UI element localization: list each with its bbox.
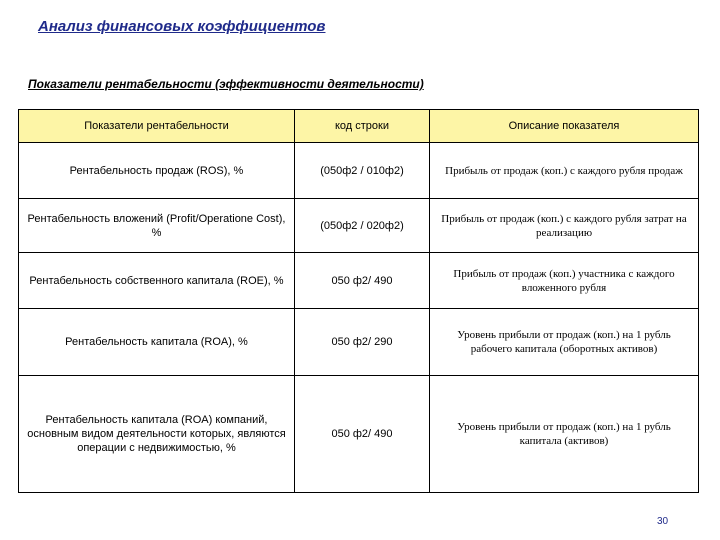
description-cell: Прибыль от продаж (коп.) с каждого рубля продаж (430, 143, 699, 199)
table-row (19, 376, 699, 493)
description-cell: Уровень прибыли от продаж (коп.) на 1 рубль рабочего капитала (оборотных активов) (430, 309, 699, 376)
indicator-cell: Рентабельность продаж (ROS), % (19, 143, 295, 199)
description-cell: Прибыль от продаж (коп.) с каждого рубля затрат на реализацию (430, 199, 699, 253)
code-cell: (050ф2 / 020ф2) (295, 199, 430, 253)
table-row (19, 199, 699, 253)
indicator-cell: Рентабельность капитала (ROA) компаний, основным видом деятельности которых, являются операции с недвижимостью, % (19, 376, 295, 493)
code-cell: 050 ф2/ 490 (295, 253, 430, 309)
page-number: 30 (657, 516, 669, 527)
table-header-row (19, 110, 699, 143)
section-title: Показатели рентабельности (эффективности деятельности) (28, 77, 424, 91)
indicator-cell: Рентабельность капитала (ROA), % (19, 309, 295, 376)
code-cell: 050 ф2/ 290 (295, 309, 430, 376)
code-cell: (050ф2 / 010ф2) (295, 143, 430, 199)
page-title: Анализ финансовых коэффициентов (38, 18, 326, 35)
profitability-table (18, 109, 699, 493)
indicator-cell: Рентабельность собственного капитала (ROE), % (19, 253, 295, 309)
column-header-indicator: Показатели рентабельности (19, 110, 295, 143)
table-row (19, 253, 699, 309)
indicator-cell: Рентабельность вложений (Profit/Operatione Cost), % (19, 199, 295, 253)
column-header-code: код строки (295, 110, 430, 143)
description-cell: Прибыль от продаж (коп.) участника с каждого вложенного рубля (430, 253, 699, 309)
description-cell: Уровень прибыли от продаж (коп.) на 1 рубль капитала (активов) (430, 376, 699, 493)
column-header-description: Описание показателя (430, 110, 699, 143)
table-row (19, 309, 699, 376)
code-cell: 050 ф2/ 490 (295, 376, 430, 493)
table-row (19, 143, 699, 199)
